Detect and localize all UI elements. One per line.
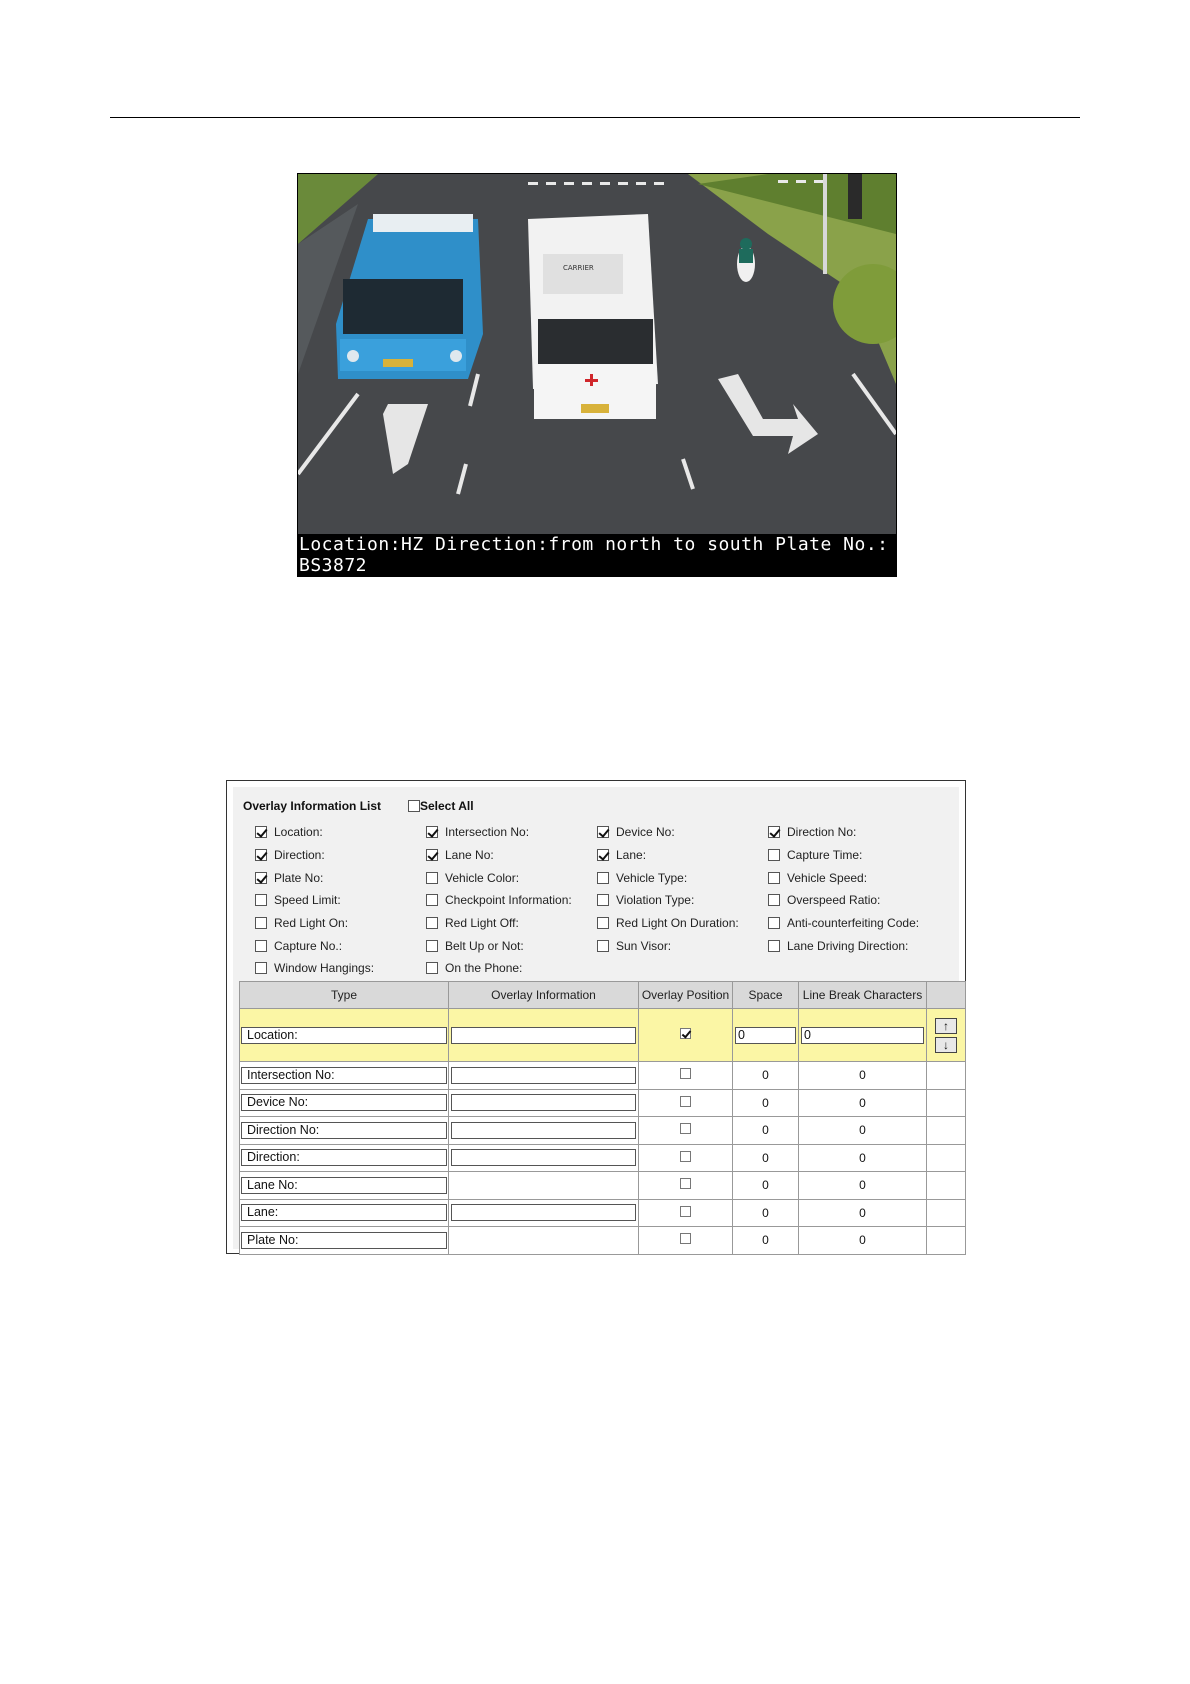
checkbox-unchecked-icon[interactable] xyxy=(680,1151,691,1162)
overlay-option[interactable] xyxy=(768,866,939,889)
truck-brand-text: CARRIER xyxy=(563,264,594,272)
traffic-pole xyxy=(848,174,862,219)
overlay-option-label: Intersection No: xyxy=(445,825,530,840)
overlay-order-table xyxy=(239,981,966,1255)
overlay-settings-panel xyxy=(226,780,966,1254)
overlay-info-input[interactable] xyxy=(451,1067,636,1084)
overlay-option[interactable] xyxy=(768,844,939,867)
table-row[interactable] xyxy=(240,1227,966,1255)
space-value: 0 xyxy=(762,1178,769,1193)
overlay-option-label: Capture Time: xyxy=(787,848,863,863)
move-cell xyxy=(927,1199,966,1227)
overlay-option-label: Vehicle Type: xyxy=(616,870,688,885)
type-cell xyxy=(240,1009,449,1062)
overlay-option[interactable] xyxy=(597,821,768,844)
space-cell xyxy=(733,1117,799,1145)
light-pole xyxy=(823,174,827,274)
line-break-value: 0 xyxy=(859,1150,866,1165)
overlay-option-label: Anti-counterfeiting Code: xyxy=(787,916,920,931)
page-header-rule xyxy=(110,117,1080,118)
move-cell xyxy=(927,1172,966,1200)
line-break-cell xyxy=(799,1062,927,1090)
overlay-option-label: Window Hangings: xyxy=(274,961,375,976)
overlay-option-label: Plate No: xyxy=(274,870,324,885)
overlay-info-cell xyxy=(449,1089,639,1117)
overlay-option-label: Red Light Off: xyxy=(445,916,519,931)
overlay-info-cell xyxy=(449,1009,639,1062)
checkbox-unchecked-icon[interactable] xyxy=(680,1206,691,1217)
checkbox-checked-icon[interactable] xyxy=(255,826,267,838)
overlay-option[interactable] xyxy=(255,821,426,844)
space-input[interactable]: 0 xyxy=(735,1027,796,1044)
space-cell xyxy=(733,1009,799,1062)
checkbox-checked-icon[interactable] xyxy=(255,849,267,861)
overlay-option-label: Direction: xyxy=(274,848,325,863)
overlay-option[interactable] xyxy=(426,912,597,935)
checkbox-unchecked-icon[interactable] xyxy=(680,1123,691,1134)
overlay-option-label: Capture No.: xyxy=(274,938,343,953)
select-all-control[interactable] xyxy=(408,799,474,813)
move-cell xyxy=(927,1062,966,1090)
checkbox-checked-icon[interactable] xyxy=(680,1028,691,1039)
overlay-position-cell xyxy=(639,1089,733,1117)
overlay-line-2: BS3872 xyxy=(299,555,368,576)
overlay-list-header: Overlay Information List xyxy=(243,799,382,813)
checkbox-unchecked-icon[interactable] xyxy=(426,917,438,929)
overlay-option-label: Red Light On Duration: xyxy=(616,916,739,931)
overlay-info-cell xyxy=(449,1144,639,1172)
type-cell xyxy=(240,1199,449,1227)
line-break-cell xyxy=(799,1227,927,1255)
space-value: 0 xyxy=(762,1233,769,1248)
overlay-option-label: Overspeed Ratio: xyxy=(787,893,881,908)
line-break-value: 0 xyxy=(859,1068,866,1083)
checkbox-unchecked-icon[interactable] xyxy=(768,849,780,861)
checkbox-unchecked-icon[interactable] xyxy=(426,872,438,884)
checkbox-unchecked-icon[interactable] xyxy=(426,894,438,906)
space-value: 0 xyxy=(762,1095,769,1110)
line-break-cell xyxy=(799,1089,927,1117)
line-break-value: 0 xyxy=(859,1233,866,1248)
checkbox-unchecked-icon[interactable] xyxy=(768,917,780,929)
truck-illustration xyxy=(528,214,658,419)
type-cell xyxy=(240,1144,449,1172)
table-row[interactable] xyxy=(240,1199,966,1227)
line-break-cell xyxy=(799,1009,927,1062)
overlay-option[interactable] xyxy=(255,934,426,957)
overlay-options-grid xyxy=(255,821,955,980)
overlay-info-input[interactable] xyxy=(451,1122,636,1139)
overlay-option-label: Violation Type: xyxy=(616,893,695,908)
space-cell xyxy=(733,1089,799,1117)
overlay-option[interactable] xyxy=(426,866,597,889)
overlay-option[interactable] xyxy=(255,844,426,867)
type-field: Intersection No: xyxy=(241,1067,447,1084)
move-cell xyxy=(927,1227,966,1255)
table-row[interactable] xyxy=(240,1117,966,1145)
overlay-settings-inner xyxy=(233,787,959,1249)
checkbox-unchecked-icon[interactable] xyxy=(255,917,267,929)
overlay-option[interactable] xyxy=(597,866,768,889)
col-header-type: Type xyxy=(240,982,449,1009)
checkbox-checked-icon[interactable] xyxy=(426,849,438,861)
image-overlay-caption xyxy=(298,534,896,576)
overlay-option-label: Lane Driving Direction: xyxy=(787,938,909,953)
move-up-icon[interactable]: ↑ xyxy=(935,1018,957,1034)
checkbox-checked-icon[interactable] xyxy=(426,826,438,838)
move-cell xyxy=(927,1089,966,1117)
overlay-info-cell xyxy=(449,1227,639,1255)
move-cell xyxy=(927,1144,966,1172)
overlay-option[interactable] xyxy=(426,889,597,912)
table-row[interactable] xyxy=(240,1089,966,1117)
overlay-option-label: Red Light On: xyxy=(274,916,349,931)
line-break-input[interactable]: 0 xyxy=(801,1027,924,1044)
overlay-option[interactable] xyxy=(768,934,939,957)
checkbox-checked-icon[interactable] xyxy=(255,872,267,884)
overlay-option[interactable] xyxy=(426,821,597,844)
overlay-position-cell xyxy=(639,1062,733,1090)
checkbox-unchecked-icon[interactable] xyxy=(597,917,609,929)
overlay-option-label: Device No: xyxy=(616,825,675,840)
type-field: Lane No: xyxy=(241,1177,447,1194)
overlay-line-1: Location:HZ Direction:from north to south Plate No.: xyxy=(299,534,889,555)
space-cell xyxy=(733,1062,799,1090)
overlay-position-cell xyxy=(639,1172,733,1200)
overlay-info-cell xyxy=(449,1172,639,1200)
table-row[interactable] xyxy=(240,1144,966,1172)
checkbox-unchecked-icon[interactable] xyxy=(768,940,780,952)
overlay-position-cell xyxy=(639,1199,733,1227)
overlay-info-input[interactable] xyxy=(451,1027,636,1044)
checkbox-unchecked-icon[interactable] xyxy=(768,894,780,906)
overlay-option[interactable] xyxy=(597,934,768,957)
table-header-row xyxy=(240,982,966,1009)
overlay-option[interactable] xyxy=(255,957,426,980)
overlay-option-label: Vehicle Color: xyxy=(445,870,520,885)
checkbox-unchecked-icon[interactable] xyxy=(597,894,609,906)
overlay-option[interactable] xyxy=(597,889,768,912)
col-header-line-break: Line Break Characters xyxy=(799,982,927,1009)
space-cell xyxy=(733,1227,799,1255)
checkbox-unchecked-icon[interactable] xyxy=(255,940,267,952)
overlay-option-label: Location: xyxy=(274,825,323,840)
overlay-option-label: Speed Limit: xyxy=(274,893,341,908)
overlay-option[interactable] xyxy=(597,912,768,935)
checkbox-unchecked-icon[interactable] xyxy=(597,940,609,952)
overlay-info-cell xyxy=(449,1062,639,1090)
select-all-checkbox[interactable] xyxy=(408,800,420,812)
table-row[interactable] xyxy=(240,1172,966,1200)
overlay-position-cell xyxy=(639,1144,733,1172)
col-header-space: Space xyxy=(733,982,799,1009)
type-field: Direction: xyxy=(241,1149,447,1166)
checkbox-unchecked-icon[interactable] xyxy=(680,1068,691,1079)
line-break-value: 0 xyxy=(859,1123,866,1138)
table-row[interactable] xyxy=(240,1009,966,1062)
overlay-option[interactable] xyxy=(768,912,939,935)
space-value: 0 xyxy=(762,1150,769,1165)
overlay-info-input[interactable] xyxy=(451,1094,636,1111)
overlay-option-label: Sun Visor: xyxy=(616,938,672,953)
overlay-option[interactable] xyxy=(768,821,939,844)
checkbox-checked-icon[interactable] xyxy=(597,826,609,838)
checkbox-unchecked-icon[interactable] xyxy=(255,894,267,906)
traffic-scene-illustration xyxy=(298,174,896,534)
line-break-value: 0 xyxy=(859,1095,866,1110)
type-field: Plate No: xyxy=(241,1232,447,1249)
table-row[interactable] xyxy=(240,1062,966,1090)
overlay-info-cell xyxy=(449,1117,639,1145)
overlay-option-label: Lane: xyxy=(616,848,647,863)
overlay-info-input[interactable] xyxy=(451,1204,636,1221)
type-field: Device No: xyxy=(241,1094,447,1111)
overlay-option-label: Checkpoint Information: xyxy=(445,893,572,908)
col-header-move xyxy=(927,982,966,1009)
type-field: Direction No: xyxy=(241,1122,447,1139)
line-break-value: 0 xyxy=(859,1178,866,1193)
checkbox-unchecked-icon[interactable] xyxy=(426,962,438,974)
checkbox-checked-icon[interactable] xyxy=(597,849,609,861)
overlay-info-input[interactable] xyxy=(451,1149,636,1166)
type-field: Lane: xyxy=(241,1204,447,1221)
overlay-option[interactable] xyxy=(255,889,426,912)
space-value: 0 xyxy=(762,1123,769,1138)
space-cell xyxy=(733,1199,799,1227)
overlay-option-label: Vehicle Speed: xyxy=(787,870,868,885)
overlay-position-cell xyxy=(639,1117,733,1145)
line-break-cell xyxy=(799,1144,927,1172)
overlay-option[interactable] xyxy=(597,844,768,867)
overlay-option[interactable] xyxy=(426,934,597,957)
line-break-cell xyxy=(799,1199,927,1227)
col-header-overlay-position: Overlay Position xyxy=(639,982,733,1009)
move-down-icon[interactable]: ↓ xyxy=(935,1037,957,1053)
checkbox-unchecked-icon[interactable] xyxy=(680,1233,691,1244)
overlay-option-label: Lane No: xyxy=(445,848,494,863)
overlay-position-cell xyxy=(639,1009,733,1062)
space-value: 0 xyxy=(762,1068,769,1083)
type-cell xyxy=(240,1062,449,1090)
type-cell xyxy=(240,1172,449,1200)
checkbox-checked-icon[interactable] xyxy=(768,826,780,838)
checkbox-unchecked-icon[interactable] xyxy=(680,1096,691,1107)
space-value: 0 xyxy=(762,1205,769,1220)
line-break-value: 0 xyxy=(859,1205,866,1220)
overlay-option[interactable] xyxy=(255,912,426,935)
overlay-info-cell xyxy=(449,1199,639,1227)
checkbox-unchecked-icon[interactable] xyxy=(680,1178,691,1189)
move-cell xyxy=(927,1009,966,1062)
overlay-option[interactable] xyxy=(255,866,426,889)
type-cell xyxy=(240,1117,449,1145)
space-cell xyxy=(733,1144,799,1172)
col-header-overlay-information: Overlay Information xyxy=(449,982,639,1009)
overlay-option-label: Belt Up or Not: xyxy=(445,938,524,953)
checkbox-unchecked-icon[interactable] xyxy=(597,872,609,884)
type-cell xyxy=(240,1227,449,1255)
capture-image xyxy=(297,173,897,577)
line-break-cell xyxy=(799,1117,927,1145)
type-cell xyxy=(240,1089,449,1117)
type-field: Location: xyxy=(241,1027,447,1044)
overlay-option-label: On the Phone: xyxy=(445,961,523,976)
overlay-option[interactable] xyxy=(768,889,939,912)
checkbox-unchecked-icon[interactable] xyxy=(255,962,267,974)
checkbox-unchecked-icon[interactable] xyxy=(426,940,438,952)
overlay-position-cell xyxy=(639,1227,733,1255)
overlay-option-label: Direction No: xyxy=(787,825,857,840)
checkbox-unchecked-icon[interactable] xyxy=(768,872,780,884)
overlay-option[interactable] xyxy=(426,957,597,980)
overlay-option[interactable] xyxy=(426,844,597,867)
line-break-cell xyxy=(799,1172,927,1200)
select-all-label: Select All xyxy=(420,799,474,813)
move-cell xyxy=(927,1117,966,1145)
space-cell xyxy=(733,1172,799,1200)
